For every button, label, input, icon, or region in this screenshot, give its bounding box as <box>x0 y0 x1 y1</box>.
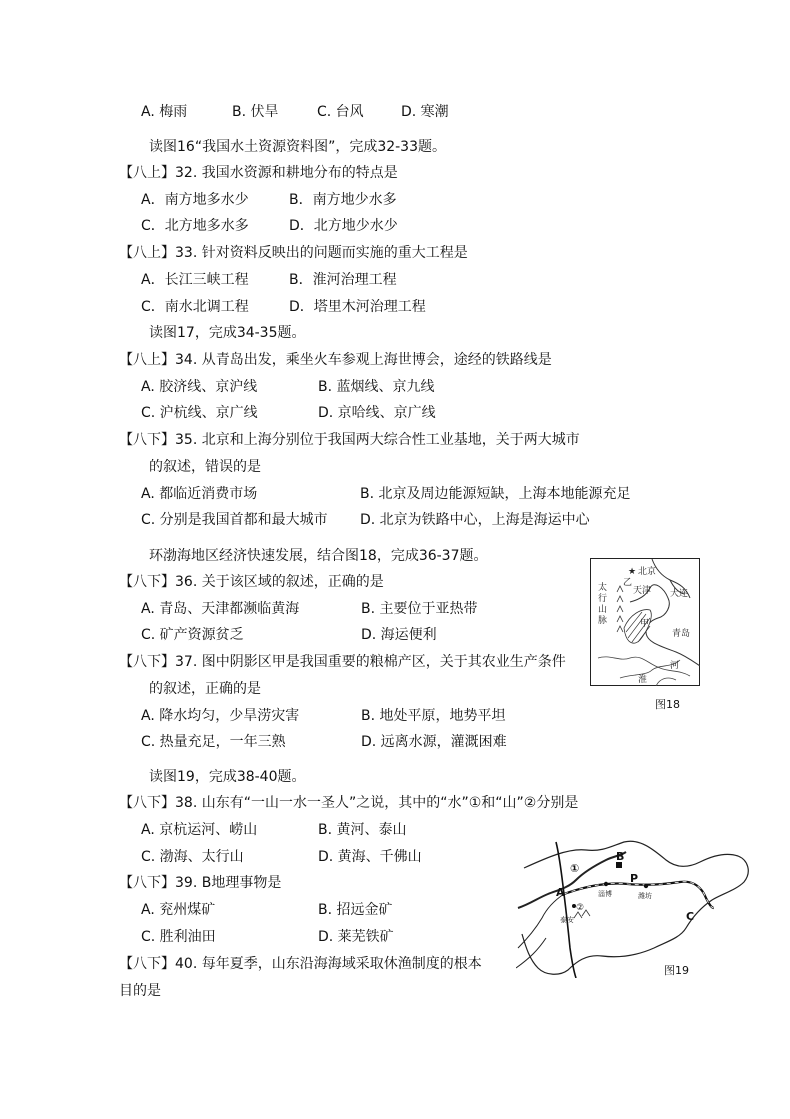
q37-stem-continued: 的叙述，正确的是 <box>149 681 261 697</box>
fig18-label-taihang-2: 行 <box>598 594 608 604</box>
fig18-label-dalian: 大连 <box>670 589 689 599</box>
intro-34-35: 读图17，完成34-35题。 <box>149 325 306 341</box>
q32-option-b: B．南方地少水多 <box>289 192 397 208</box>
q33-option-c: C．南水北调工程 <box>141 299 249 315</box>
q35-option-b: B. 北京及周边能源短缺，上海本地能源充足 <box>360 486 631 502</box>
q37-stem: 【八下】37. 图中阴影区甲是我国重要的粮棉产区，关于其农业生产条件 <box>119 654 566 670</box>
fig19-label-taian: 泰安 <box>560 916 574 924</box>
q37-option-a: A. 降水均匀，少旱涝灾害 <box>141 708 300 724</box>
fig18-label-taihang-1: 太 <box>598 583 608 593</box>
q32-stem: 【八上】32. 我国水资源和耕地分布的特点是 <box>119 165 398 181</box>
q38-option-a: A. 京杭运河、崂山 <box>141 822 258 838</box>
q33-option-d: D．塔里木河治理工程 <box>289 299 426 315</box>
q39-option-d: D. 莱芜铁矿 <box>318 929 394 945</box>
q31-option-a: A. 梅雨 <box>141 104 188 120</box>
fig18-label-taihang-3: 山 <box>598 605 608 615</box>
q34-option-d: D. 京哈线、京广线 <box>318 405 436 421</box>
q31-option-d: D. 寒潮 <box>401 104 449 120</box>
q31-option-b: B. 伏旱 <box>232 104 279 120</box>
intro-36-37: 环渤海地区经济快速发展，结合图18，完成36-37题。 <box>149 548 488 564</box>
q32-option-c: C．北方地多水多 <box>141 218 249 234</box>
q39-stem: 【八下】39. B地理事物是 <box>119 875 282 891</box>
q36-stem: 【八下】36. 关于该区域的叙述，正确的是 <box>119 574 384 590</box>
q38-option-c: C. 渤海、太行山 <box>141 849 244 865</box>
q34-option-b: B. 蓝烟线、京九线 <box>318 379 435 395</box>
q35-option-d: D. 北京为铁路中心，上海是海运中心 <box>360 512 590 528</box>
intro-32-33: 读图16“我国水土资源资料图”，完成32-33题。 <box>149 139 446 155</box>
q37-option-d: D. 远离水源，灌溉困难 <box>361 734 507 750</box>
intro-38-40: 读图19，完成38-40题。 <box>149 769 306 785</box>
q33-option-b: B．淮河治理工程 <box>289 272 397 288</box>
q32-option-a: A．南方地多水少 <box>141 192 249 208</box>
q31-option-c: C. 台风 <box>317 104 364 120</box>
q39-option-b: B. 招远金矿 <box>318 902 393 918</box>
q36-option-d: D. 海运便利 <box>361 627 437 643</box>
q34-stem: 【八上】34. 从青岛出发，乘坐火车参观上海世博会，途经的铁路线是 <box>119 352 552 368</box>
fig19-label-c: C <box>686 910 695 923</box>
q33-stem: 【八上】33. 针对资料反映出的问题而实施的重大工程是 <box>119 245 468 261</box>
q34-option-c: C. 沪杭线、京广线 <box>141 405 258 421</box>
q35-stem-continued: 的叙述，错误的是 <box>149 459 261 475</box>
q38-option-d: D. 黄海、千佛山 <box>318 849 422 865</box>
fig19-label-2: ② <box>576 903 585 913</box>
q35-option-c: C. 分别是我国首都和最大城市 <box>141 512 328 528</box>
fig18-beijing-star-icon: ★ <box>628 567 637 577</box>
q40-stem-continued: 目的是 <box>119 983 161 999</box>
q32-option-d: D．北方地少水少 <box>289 218 398 234</box>
fig18-label-taihang-4: 脉 <box>598 616 608 626</box>
q40-stem: 【八下】40. 每年夏季，山东沿海海域采取休渔制度的根本 <box>119 956 482 972</box>
q39-option-c: C. 胜利油田 <box>141 929 216 945</box>
q36-option-b: B. 主要位于亚热带 <box>361 601 478 617</box>
fig18-label-tianjin: 天津 <box>633 586 652 596</box>
fig18-label-yi: 乙 <box>623 578 633 588</box>
figure-19-map <box>516 838 752 978</box>
fig19-label-1: ① <box>570 862 580 875</box>
fig19-label-p: P <box>630 872 639 885</box>
fig18-label-qingdao: 青岛 <box>672 629 691 639</box>
q35-option-a: A. 都临近消费市场 <box>141 486 258 502</box>
q39-option-a: A. 兖州煤矿 <box>141 902 216 918</box>
fig18-label-he: 河 <box>670 661 680 671</box>
q34-option-a: A. 胶济线、京沪线 <box>141 379 258 395</box>
q38-option-b: B. 黄河、泰山 <box>318 822 407 838</box>
q36-option-a: A. 青岛、天津都濒临黄海 <box>141 601 300 617</box>
q37-option-b: B. 地处平原，地势平坦 <box>361 708 506 724</box>
fig18-label-jia: 甲 <box>640 619 650 629</box>
fig19-label-weifang: 潍坊 <box>638 892 652 900</box>
fig18-label-huai: 淮 <box>638 675 648 685</box>
fig19-label-b: B <box>616 850 625 863</box>
fig18-label-beijing: 北京 <box>638 567 657 577</box>
fig19-label-a: A <box>556 886 565 899</box>
figure-18-caption: 图18 <box>655 698 680 711</box>
q33-option-a: A．长江三峡工程 <box>141 272 249 288</box>
figure-19-caption: 图19 <box>664 964 689 977</box>
fig19-label-zibo: 淄博 <box>598 890 612 898</box>
q35-stem: 【八下】35. 北京和上海分别位于我国两大综合性工业基地，关于两大城市 <box>119 432 580 448</box>
q37-option-c: C. 热量充足，一年三熟 <box>141 734 286 750</box>
figure-18-map <box>590 558 700 686</box>
q38-stem: 【八下】38. 山东有“一山一水一圣人”之说，其中的“水”①和“山”②分别是 <box>119 795 579 811</box>
q36-option-c: C. 矿产资源贫乏 <box>141 627 244 643</box>
